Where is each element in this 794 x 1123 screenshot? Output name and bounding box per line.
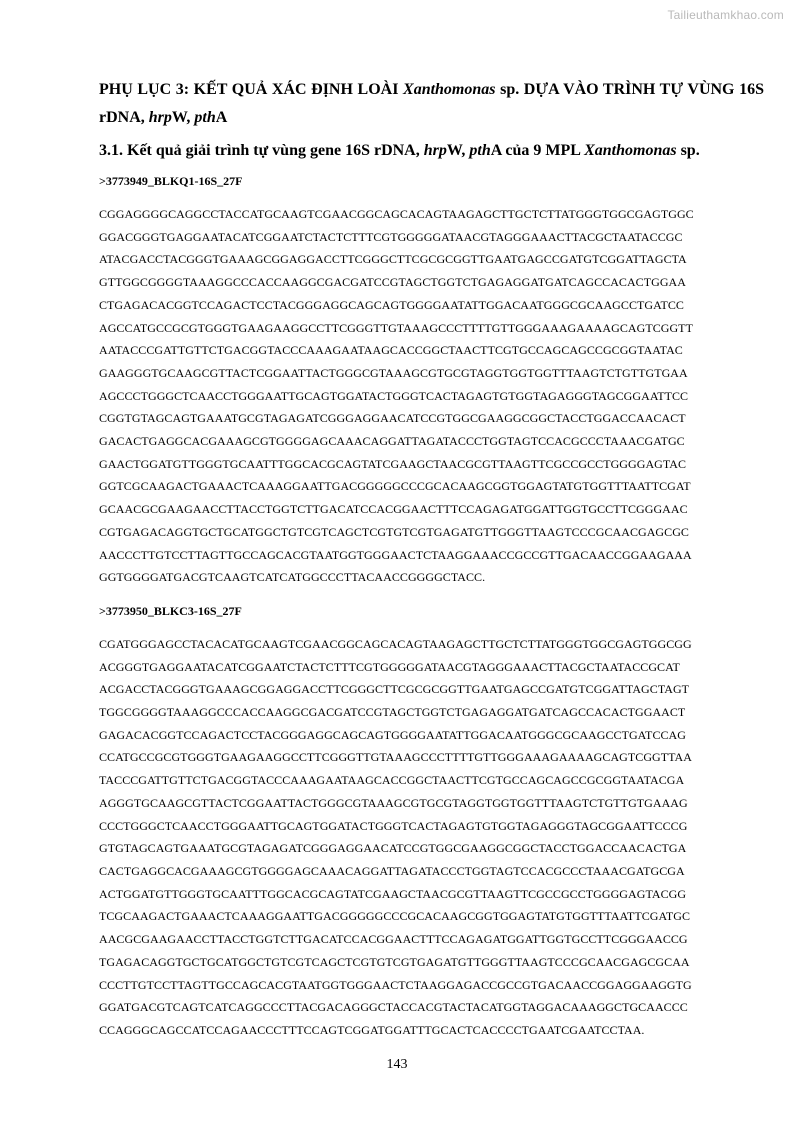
appendix-title-gene: hrp	[148, 109, 172, 126]
section-title-gene: hrp	[423, 142, 447, 159]
sequence-block	[99, 633, 764, 1042]
appendix-title-part: sp. DỰA VÀO TRÌNH TỰ VÙNG 16S rDNA,	[99, 81, 764, 126]
sequence-line: CCCTTGTCCTTAGTTGCCAGCACGTAATGGTGGGAACTCTAAGGAGACCGCCGTGACAACCGGAGGAAGGTG	[99, 977, 692, 992]
sequence-line: GAGACACGGTCCAGACTCCTACGGGAGGCAGCAGTGGGGAATATTGGACAATGGGCGCAAGCCTGATCCAG	[99, 727, 686, 742]
sequence-line: AATACCCGATTGTTCTGACGGTACCCAAAGAATAAGCACCGGCTAACTTCGTGCCAGCAGCCGCGGTAATAC	[99, 343, 683, 358]
sequence-line: GGATGACGTCAGTCATCAGGCCCTTACGACAGGGCTACCACGTACTACATGGTAGGACAAAGGCTGCAACCC	[99, 1000, 688, 1015]
sequence-list	[99, 173, 764, 1042]
sequence-line: CGATGGGAGCCTACACATGCAAGTCGAACGGCAGCACAGTAAGAGCTTGCTCTTATGGGTGGCGAGTGGCGG	[99, 636, 692, 651]
appendix-title	[99, 76, 764, 132]
sequence-line: ACGACCTACGGGTGAAAGCGGAGGACCTTCGGGCTTCGCGCGGTTGAATGAGCCGATGTCGGATTAGCTAGT	[99, 682, 690, 697]
appendix-title-gene: pth	[194, 109, 216, 126]
sequence-line: CGGTGTAGCAGTGAAATGCGTAGAGATCGGGAGGAACATCCGTGGCGAAGGCGGCTACCTGGACCAACACT	[99, 411, 686, 426]
sequence-line: TGGCGGGGTAAAGGCCCACCAAGGCGACGATCCGTAGCTGGTCTGAGAGGATGATCAGCCACACTGGAACT	[99, 705, 686, 720]
sequence-line: GAACTGGATGTTGGGTGCAATTTGGCACGCAGTATCGAAGCTAACGCGTTAAGTTCGCCGCCTGGGGAGTAC	[99, 456, 687, 471]
sequence-line: CCCTGGGCTCAACCTGGGAATTGCAGTGGATACTGGGTCACTAGAGTGTGGTAGAGGGTAGCGGAATTCCCG	[99, 818, 688, 833]
sequence-line: CTGAGACACGGTCCAGACTCCTACGGGAGGCAGCAGTGGGGAATATTGGACAATGGGCGCAAGCCTGATCC	[99, 297, 684, 312]
sequence-line: TGAGACAGGTGCTGCATGGCTGTCGTCAGCTCGTGTCGTGAGATGTTGGGTTAAGTCCCGCAACGAGCGCAA	[99, 954, 690, 969]
section-title-part: sp.	[676, 142, 700, 159]
sequence-header: >3773949_BLKQ1-16S_27F	[99, 174, 243, 188]
sequence-line: GGTGGGGATGACGTCAAGTCATCATGGCCCTTACAACCGGGGCTACC.	[99, 570, 486, 585]
sequence-line: GGTCGCAAGACTGAAACTCAAAGGAATTGACGGGGGCCCGCACAAGCGGTGGAGTATGTGGTTTAATTCGAT	[99, 479, 691, 494]
appendix-title-part: PHỤ LỤC 3: KẾT QUẢ XÁC ĐỊNH LOÀI	[99, 81, 404, 98]
section-title-part: 3.1. Kết quả giải trình tự vùng gene 16S rDNA,	[99, 142, 424, 159]
sequence-line: ATACGACCTACGGGTGAAAGCGGAGGACCTTCGGGCTTCGCGCGGTTGAATGAGCCGATGTCGGATTAGCTA	[99, 252, 687, 267]
watermark-text: Tailieuthamkhao.com	[667, 8, 784, 22]
section-title-gene: pth	[469, 142, 491, 159]
sequence-line: TCGCAAGACTGAAACTCAAAGGAATTGACGGGGGCCCGCACAAGCGGTGGAGTATGTGGTTTAATTCGATGC	[99, 909, 691, 924]
section-title-genus: Xanthomonas	[584, 142, 677, 159]
sequence-line: GTGTAGCAGTGAAATGCGTAGAGATCGGGAGGAACATCCGTGGCGAAGGCGGCTACCTGGACCAACACTGA	[99, 841, 687, 856]
appendix-title-part: A	[215, 109, 228, 126]
sequence-line: AACGCGAAGAACCTTACCTGGTCTTGACATCCACGGAACTTTCCAGAGATGGATTGGTGCCTTCGGGAACCG	[99, 932, 688, 947]
section-title	[99, 140, 764, 162]
sequence-line: AACCCTTGTCCTTAGTTGCCAGCACGTAATGGTGGGAACTCTAAGGAAACCGCCGTTGACAACCGGAAGAAA	[99, 547, 692, 562]
page-content	[99, 76, 764, 1056]
section-title-part: W,	[446, 142, 470, 159]
sequence-line: AGCCCTGGGCTCAACCTGGGAATTGCAGTGGATACTGGGTCACTAGAGTGTGGTAGAGGGTAGCGGAATTCC	[99, 388, 689, 403]
sequence-line: GGACGGGTGAGGAATACATCGGAATCTACTCTTTCGTGGGGGATAACGTAGGGAAACTTACGCTAATACCGC	[99, 229, 683, 244]
sequence-line: TACCCGATTGTTCTGACGGTACCCAAAGAATAAGCACCGGCTAACTTCGTGCCAGCAGCCGCGGTAATACGA	[99, 773, 685, 788]
sequence-line: ACGGGTGAGGAATACATCGGAATCTACTCTTTCGTGGGGGATAACGTAGGGAAACTTACGCTAATACCGCAT	[99, 659, 680, 674]
sequence-line: AGGGTGCAAGCGTTACTCGGAATTACTGGGCGTAAAGCGTGCGTAGGTGGTGGTTTAAGTCTGTTGTGAAAG	[99, 795, 688, 810]
sequence-header: >3773950_BLKC3-16S_27F	[99, 603, 242, 618]
sequence-line: CACTGAGGCACGAAAGCGTGGGGAGCAAACAGGATTAGATACCCTGGTAGTCCACGCCCTAAACGATGCGA	[99, 863, 685, 878]
page-number: 143	[386, 1057, 408, 1072]
sequence-line: CCATGCCGCGTGGGTGAAGAAGGCCTTCGGGTTGTAAAGCCCTTTTGTTGGGAAAGAAAAGCAGTCGGTTAA	[99, 750, 692, 765]
appendix-title-genus: Xanthomonas	[403, 81, 496, 98]
sequence-line: CGTGAGACAGGTGCTGCATGGCTGTCGTCAGCTCGTGTCGTGAGATGTTGGGTTAAGTCCCGCAACGAGCGC	[99, 524, 689, 539]
section-title-part: A của 9 MPL	[490, 142, 585, 159]
sequence-line: ACTGGATGTTGGGTGCAATTTGGCACGCAGTATCGAAGCTAACGCGTTAAGTTCGCCGCCTGGGGAGTACGG	[99, 886, 687, 901]
sequence-line: CGGAGGGGCAGGCCTACCATGCAAGTCGAACGGCAGCACAGTAAGAGCTTGCTCTTATGGGTGGCGAGTGGC	[99, 207, 694, 221]
sequence-line: AGCCATGCCGCGTGGGTGAAGAAGGCCTTCGGGTTGTAAAGCCCTTTTGTTGGGAAAGAAAAGCAGTCGGTT	[99, 320, 693, 335]
sequence-line: GCAACGCGAAGAACCTTACCTGGTCTTGACATCCACGGAACTTTCCAGAGATGGATTGGTGCCTTCGGGAAC	[99, 502, 688, 517]
sequence-line: CCAGGGCAGCCATCCAGAACCCTTTCCAGTCGGATGGATTTGCACTCACCCCTGAATCGAATCCTAA.	[99, 1022, 645, 1037]
sequence-line: GACACTGAGGCACGAAAGCGTGGGGAGCAAACAGGATTAGATACCCTGGTAGTCCACGCCCTAAACGATGC	[99, 434, 685, 449]
sequence-line: GTTGGCGGGGTAAAGGCCCACCAAGGCGACGATCCGTAGCTGGTCTGAGAGGATGATCAGCCACACTGGAA	[99, 275, 686, 290]
sequence-block	[99, 203, 764, 589]
sequence-line: GAAGGGTGCAAGCGTTACTCGGAATTACTGGGCGTAAAGCGTGCGTAGGTGGTGGTTTAAGTCTGTTGTGAA	[99, 365, 688, 380]
appendix-title-part: W,	[171, 109, 195, 126]
